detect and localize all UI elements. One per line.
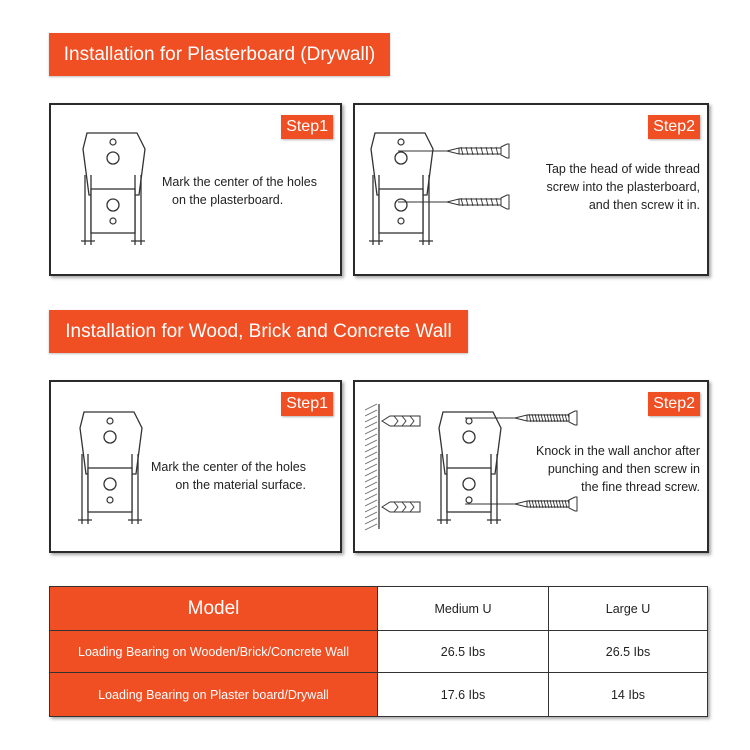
row-label: Loading Bearing on Plaster board/Drywall <box>50 673 378 717</box>
desc-line: Mark the center of the holes <box>151 460 306 474</box>
desc-line: and then screw it in. <box>588 198 700 212</box>
wall-anchor-icon <box>380 414 425 428</box>
section-title-wood-brick-concrete: Installation for Wood, Brick and Concrete Wall <box>49 310 468 353</box>
desc-line: screw into the plasterboard, <box>546 180 700 194</box>
wall-anchor-icon <box>380 500 425 514</box>
step-description <box>151 458 306 494</box>
desc-line: Tap the head of wide thread <box>545 162 700 176</box>
wall-bracket-icon <box>79 125 154 255</box>
step-badge: Step1 <box>281 115 333 139</box>
table-row <box>50 673 708 717</box>
desc-line: on the plasterboard. <box>172 193 284 207</box>
wall-bracket-icon <box>76 404 151 534</box>
desc-line: Knock in the wall anchor after <box>536 444 700 458</box>
panel-plasterboard-step2 <box>353 103 709 276</box>
step-description <box>536 442 700 496</box>
step-description <box>162 173 317 209</box>
step-description <box>546 160 700 214</box>
cell-value: 14 Ibs <box>549 673 708 717</box>
pointer-line <box>465 382 525 532</box>
row-label: Loading Bearing on Wooden/Brick/Concrete Wall <box>50 631 378 673</box>
step-badge: Step2 <box>648 392 700 416</box>
panel-wall-step1 <box>49 380 342 553</box>
wall-hatch-icon <box>365 404 381 529</box>
load-bearing-table <box>49 586 708 717</box>
table-row <box>50 631 708 673</box>
step-badge: Step2 <box>648 115 700 139</box>
table-header-row <box>50 587 708 631</box>
desc-line: the fine thread screw. <box>581 480 700 494</box>
column-header-medium: Medium U <box>378 587 549 631</box>
model-header: Model <box>50 587 378 631</box>
cell-value: 26.5 Ibs <box>378 631 549 673</box>
panel-plasterboard-step1 <box>49 103 342 276</box>
desc-line: punching and then screw in <box>547 462 700 476</box>
desc-line: Mark the center of the holes <box>162 175 317 189</box>
pointer-line <box>398 105 458 255</box>
step-badge: Step1 <box>281 392 333 416</box>
section-title-plasterboard: Installation for Plasterboard (Drywall) <box>49 33 390 76</box>
column-header-large: Large U <box>549 587 708 631</box>
cell-value: 26.5 Ibs <box>549 631 708 673</box>
panel-wall-step2 <box>353 380 709 553</box>
desc-line: on the material surface. <box>175 478 306 492</box>
cell-value: 17.6 Ibs <box>378 673 549 717</box>
